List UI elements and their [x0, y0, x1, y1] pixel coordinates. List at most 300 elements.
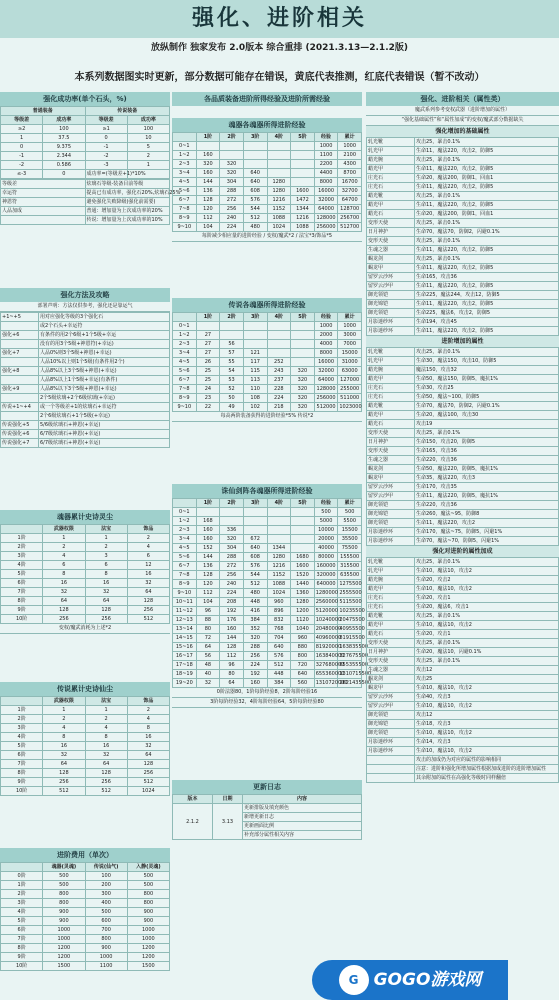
hunqi-cell: 1088: [291, 223, 315, 232]
base-attr-row: [367, 273, 559, 282]
zf-cell: 544: [243, 571, 267, 580]
zf-row: [173, 553, 362, 562]
hunqi-cell: 320: [220, 169, 244, 178]
rate-cell: 成功率=(等级差+1)*10%: [86, 171, 146, 177]
hunqi-cell: 544: [243, 205, 267, 214]
zf-cell: 128: [220, 643, 244, 652]
base-attr-heading: 强化增加的基础属性: [366, 126, 559, 137]
cs-header: 1阶: [196, 313, 220, 322]
zf-cell: 1216: [267, 562, 291, 571]
advance-attr-row: [367, 519, 559, 528]
stone-cell: 5阶: [1, 570, 43, 579]
cost-cell: 700: [85, 926, 127, 935]
stone-row: [1, 534, 170, 543]
legend-cell: 32: [85, 751, 127, 760]
cs-cell: 57: [220, 349, 244, 358]
zf-cell: 1152: [267, 571, 291, 580]
hunqi-header: 5阶: [291, 133, 315, 142]
method-row: [1, 340, 170, 349]
zf-header: 经验: [314, 499, 338, 508]
advance-attr-cell: 变形天使: [367, 429, 415, 438]
zf-cell: 288: [243, 643, 267, 652]
advance-attr-cell: 生命50，魔法220，防御5，魔抗1%: [415, 465, 559, 474]
zhenfa-note-2: 3阶每阶经验32，4阶每阶经验64，5阶每阶经验80: [172, 698, 362, 708]
advance-attr-cell: 魔法150，攻击32: [415, 366, 559, 375]
bonus-attr-cell: 蜡光腕: [367, 576, 415, 585]
zf-cell: 576: [267, 652, 291, 661]
cs-cell: [267, 322, 291, 331]
zf-header: [173, 499, 197, 508]
zf-cell: 1088: [267, 580, 291, 589]
zf-cell: [267, 517, 291, 526]
zf-cell: 640: [291, 670, 315, 679]
cs-cell: 50: [220, 394, 244, 403]
legend-cell: 10阶: [1, 787, 43, 796]
base-attr-cell: 攻击25，暴击0.1%: [415, 237, 559, 246]
bonus-attr-cell: 御光领铠: [367, 711, 415, 720]
cs-cell: 115: [243, 367, 267, 376]
bonus-attr-cell: 蝎龙剑: [367, 675, 415, 684]
cost-cell: 1200: [127, 944, 169, 953]
stone-header: 饰品: [127, 525, 169, 534]
legend-header: [1, 697, 43, 706]
base-attr-row: [367, 309, 559, 318]
hunqi-cell: 16700: [338, 178, 362, 187]
hunqi-cell: 16000: [314, 187, 338, 196]
bonus-attr-cell: 轧光甲: [367, 567, 415, 576]
hunqi-cell: 1088: [267, 214, 291, 223]
base-attr-row: [367, 201, 559, 210]
advance-attr-cell: 蝎龙甲: [367, 474, 415, 483]
rate-note-cell: 炫璃石等级-装备目前等级: [85, 180, 170, 189]
advance-attr-cell: 庄光石: [367, 384, 415, 393]
zf-cell: 1440: [291, 580, 315, 589]
cs-cell: 24: [196, 385, 220, 394]
base-attr-cell: 变形天使: [367, 219, 415, 228]
stone-cell: 128: [127, 597, 169, 606]
advance-attr-cell: 攻击25，暴击0.1%: [415, 348, 559, 357]
cost-cell: 1000: [127, 935, 169, 944]
bonus-attr-cell: 庄光石: [367, 603, 415, 612]
zf-cell: 560: [291, 679, 315, 688]
method-row: [1, 367, 170, 376]
cs-cell: 121: [243, 349, 267, 358]
rate-row: [1, 170, 170, 179]
bonus-attr-cell: [367, 765, 415, 774]
cost-cell: 800: [127, 890, 169, 899]
bonus-attr-row: [367, 594, 559, 603]
zf-cell: 800: [291, 652, 315, 661]
zf-cell: 72: [196, 634, 220, 643]
stone-header: [1, 525, 43, 534]
legend-cell: 16: [85, 742, 127, 751]
bonus-attr-row: [367, 576, 559, 585]
cost-cell: 1阶: [1, 881, 43, 890]
legend-cell: 4: [85, 724, 127, 733]
rate-cell: 0: [1, 143, 43, 152]
cost-cell: 500: [43, 881, 85, 890]
hunqi-cell: [243, 142, 267, 151]
cost-row: [1, 962, 170, 971]
rate-note-cell: 传说：增加量为上次成功率的10%: [85, 216, 170, 225]
legend-row: [1, 778, 170, 787]
legend-cell: 512: [43, 787, 85, 796]
bonus-attr-heading: 强化对进阶的属性加成: [366, 546, 559, 557]
base-attr-cell: 蜡光甲: [367, 165, 415, 174]
legend-header: 武器权限: [43, 697, 85, 706]
cs-cell: 27: [196, 349, 220, 358]
method-cell: [1, 394, 39, 403]
cost-header: 魂器(灵魂): [43, 863, 85, 872]
zf-cell: 81920000: [315, 644, 342, 650]
zf-cell: 160: [196, 526, 220, 535]
zf-cell: 112: [220, 652, 244, 661]
zf-cell: 192: [220, 607, 244, 616]
bonus-attr-cell: 御光锦铠: [367, 720, 415, 729]
hunqi-cell: 1000: [314, 142, 338, 151]
hunqi-row: [173, 214, 362, 223]
cost-cell: 1500: [43, 962, 85, 971]
cost-cell: 800: [127, 899, 169, 908]
cost-cell: 900: [127, 908, 169, 917]
bonus-attr-cell: 生命18，攻击3: [415, 720, 559, 729]
log-item: 补充部分属性相关内容: [243, 831, 362, 840]
zf-cell: 384: [243, 616, 267, 625]
bonus-attr-row: [367, 585, 559, 594]
zf-cell: 40955500: [339, 626, 365, 632]
cs-cell: 243: [267, 367, 291, 376]
zf-cell: 500: [338, 508, 362, 517]
hunqi-cell: 512: [243, 214, 267, 223]
zf-row: [173, 670, 362, 679]
method-cell: 用对应强化等级的3个强化石: [39, 313, 170, 322]
cs-cell: [291, 358, 315, 367]
page-title: 强化、进阶相关: [0, 0, 559, 38]
zf-cell: 17~18: [173, 661, 197, 670]
rate-header: 等级差: [85, 116, 127, 125]
zf-cell: 832: [267, 616, 291, 625]
method-cell: 人品0%则3个5级+神恩(+幸运): [39, 349, 170, 358]
legend-row: [1, 742, 170, 751]
bonus-attr-cell: 生命10，魔法10，攻击2: [415, 729, 559, 738]
bonus-attr-cell: [367, 756, 415, 765]
zhenfa-exp-panel: [172, 484, 372, 764]
legend-cell: 7阶: [1, 760, 43, 769]
legend-cell: 128: [85, 769, 127, 778]
advance-attr-cell: 蜡光石: [367, 420, 415, 429]
bonus-attr-row: [367, 639, 559, 648]
hunqi-cell: [267, 169, 291, 178]
legend-cell: 16: [43, 742, 85, 751]
hunqi-cell: 9~10: [173, 223, 197, 232]
method-row: [1, 331, 170, 340]
bonus-attr-row: [367, 774, 559, 783]
rate-note-cell: 避免强化失败降级(强化前需要): [85, 198, 170, 207]
zf-cell: 640: [267, 643, 291, 652]
zf-cell: 81915500: [339, 635, 365, 641]
cs-cell: 237: [267, 376, 291, 385]
cs-cell: 1000: [314, 322, 338, 331]
rate-cell: 5: [127, 143, 169, 152]
hunqi-cell: 160: [196, 169, 220, 178]
method-cell: [1, 376, 39, 385]
cs-cell: 5~6: [173, 367, 197, 376]
stone-cell: 512: [127, 615, 169, 624]
hunqi-cell: 104: [196, 223, 220, 232]
hunqi-cell: 1280: [267, 178, 291, 187]
cs-header: 3阶: [243, 313, 267, 322]
advance-attr-row: [367, 483, 559, 492]
zf-cell: 352: [243, 625, 267, 634]
cs-cell: 252: [267, 358, 291, 367]
bonus-attr-row: [367, 720, 559, 729]
zf-cell: 655355500: [339, 662, 369, 668]
stone-cell: 128: [85, 606, 127, 615]
bonus-attr-cell: 攻击25，暴击0.1%: [415, 639, 559, 648]
cost-row: [1, 872, 170, 881]
base-attr-cell: 生魂之器: [367, 246, 415, 255]
zf-cell: [267, 526, 291, 535]
zf-cell: 608: [243, 553, 267, 562]
hunqi-cell: 0~1: [173, 142, 197, 151]
rate-cell: 9.375: [43, 143, 85, 152]
attribute-desc-2: “强化基础属性”和“属性加成”的变权/魔武部分数据缺失: [366, 116, 559, 126]
base-attr-cell: 御光领铠: [367, 309, 415, 318]
base-attr-cell: 留罗云沙环: [367, 273, 415, 282]
stone-row: [1, 579, 170, 588]
zf-header: 4阶: [267, 499, 291, 508]
zf-cell: 1024: [267, 589, 291, 598]
bonus-attr-cell: 日月神护: [367, 648, 415, 657]
bonus-attr-cell: [367, 774, 415, 783]
zf-cell: 1120: [291, 616, 315, 625]
rate-cell: 100: [43, 125, 85, 134]
legend-exp-table: [172, 312, 362, 412]
bonus-attr-cell: 轧光靴: [367, 558, 415, 567]
zf-cell: 655360000: [315, 671, 345, 677]
rate-note-row: [1, 180, 170, 189]
method-cell: [1, 322, 39, 331]
zf-cell: 10~11: [173, 598, 197, 607]
base-attr-row: [367, 300, 559, 309]
hunqi-cell: [243, 151, 267, 160]
stone-cell: 256: [127, 606, 169, 615]
bonus-attr-row: [367, 621, 559, 630]
bonus-attr-cell: 生命20，攻击1: [415, 630, 559, 639]
advance-attr-row: [367, 402, 559, 411]
zf-cell: [291, 526, 315, 535]
base-attr-cell: 庄光石: [367, 183, 415, 192]
stone-row: [1, 606, 170, 615]
advance-attr-cell: 生命260，魔法~95，防御8: [415, 510, 559, 519]
bonus-attr-cell: 留罗云沙环: [367, 693, 415, 702]
hunqi-header: 4阶: [267, 133, 291, 142]
cost-row: [1, 917, 170, 926]
method-cell: 传说强化+5: [1, 421, 39, 430]
cs-row: [173, 322, 362, 331]
base-attr-cell: 生命11，魔法220，攻击2，防御5: [415, 246, 559, 255]
hunqi-cell: 128: [196, 196, 220, 205]
zf-cell: [291, 517, 315, 526]
stone-cell: 16: [127, 570, 169, 579]
cs-cell: [196, 322, 220, 331]
rate-note-row: [1, 189, 170, 198]
method-cell: 强化+8: [1, 367, 39, 376]
zf-header: 2阶: [220, 499, 244, 508]
hunqi-row: [173, 178, 362, 187]
attribute-heading: 强化、进阶相关（属性类）: [366, 92, 559, 106]
cost-cell: 800: [85, 935, 127, 944]
zf-cell: 1310715500: [339, 671, 372, 677]
zf-cell: [267, 508, 291, 517]
base-attr-cell: 攻击25，暴击0.1%: [415, 156, 559, 165]
zf-cell: 320: [220, 535, 244, 544]
bonus-attr-cell: 生命20，魔法6，攻击1: [415, 603, 559, 612]
bonus-attr-cell: 蜡光靴: [367, 612, 415, 621]
bonus-attr-cell: 御光领铠: [367, 729, 415, 738]
zhenfa-exp-table: [172, 498, 372, 688]
zf-cell: 576: [243, 562, 267, 571]
stone-cell: 7阶: [1, 588, 43, 597]
cs-cell: [291, 349, 315, 358]
base-attr-row: [367, 138, 559, 147]
bonus-attr-row: [367, 558, 559, 567]
advance-attr-cell: 蜡光腕: [367, 366, 415, 375]
method-cell: +1~+5: [1, 313, 39, 322]
zf-cell: 1310720000: [315, 680, 348, 686]
zf-cell: [243, 526, 267, 535]
zf-row: [173, 589, 362, 598]
hunqi-row: [173, 205, 362, 214]
zf-cell: 192: [243, 670, 267, 679]
zf-cell: 1280: [267, 553, 291, 562]
stone-cell: 3阶: [1, 552, 43, 561]
cost-header: 传说(仙气): [85, 863, 127, 872]
zf-cell: 64: [196, 643, 220, 652]
hunqi-cell: 112: [196, 214, 220, 223]
zf-cell: 40: [196, 670, 220, 679]
stone-cell: 128: [43, 606, 85, 615]
base-attr-cell: 蜡光甲: [367, 201, 415, 210]
cs-header: [173, 313, 197, 322]
advance-attr-row: [367, 366, 559, 375]
zf-cell: 5115500: [339, 599, 362, 605]
cs-cell: 25: [196, 376, 220, 385]
rate-cell: 0: [43, 170, 85, 179]
cs-cell: 110: [243, 385, 267, 394]
hunqi-cell: 4~5: [173, 178, 197, 187]
method-cell: 2个5级炫璃+2个6级炫璃(+幸运): [39, 394, 170, 403]
cs-cell: 15000: [338, 349, 362, 358]
bonus-attr-row: [367, 693, 559, 702]
hunqi-cell: 256700: [338, 214, 362, 223]
base-attr-cell: 攻击25，暴击0.1%: [415, 219, 559, 228]
advance-attr-cell: 御光领铠: [367, 501, 415, 510]
advance-attr-row: [367, 384, 559, 393]
cs-cell: 3000: [338, 331, 362, 340]
zf-cell: [196, 508, 220, 517]
rate-cell: 1: [1, 134, 43, 143]
advance-attr-cell: 生命11，魔法220，攻击2: [415, 519, 559, 528]
legend-cell: 1: [85, 706, 127, 715]
advance-attr-row: [367, 501, 559, 510]
zf-cell: 960: [291, 634, 315, 643]
log-row: [173, 804, 362, 813]
method-row: [1, 394, 170, 403]
cs-cell: 1000: [338, 322, 362, 331]
cs-cell: 228: [267, 385, 291, 394]
stone-row: [1, 561, 170, 570]
hunqi-cell: 256000: [314, 223, 338, 232]
hunqi-cell: 8~9: [173, 214, 197, 223]
hunqi-exp-heading: 魂器各魂器所得进阶经验: [172, 118, 362, 132]
zf-cell: 240: [220, 580, 244, 589]
bonus-attr-row: [367, 729, 559, 738]
cs-cell: 26: [196, 358, 220, 367]
zf-cell: 208: [220, 598, 244, 607]
zhenfa-exp-heading: 诛仙剑阵各魂器所得进阶经验: [172, 484, 362, 498]
cs-cell: 320: [291, 376, 315, 385]
cs-cell: 320: [291, 385, 315, 394]
cs-cell: 511000: [338, 394, 362, 403]
zf-cell: 896: [267, 607, 291, 616]
advance-attr-cell: 蜡光甲: [367, 375, 415, 384]
advance-attr-row: [367, 420, 559, 429]
zf-cell: 14~15: [173, 634, 197, 643]
cost-cell: 900: [85, 944, 127, 953]
zf-cell: 224: [243, 661, 267, 670]
zf-row: [173, 508, 362, 517]
bonus-attr-row: [367, 711, 559, 720]
cs-cell: [220, 322, 244, 331]
zf-cell: 40960000: [315, 635, 342, 641]
bonus-attr-row: [367, 756, 559, 765]
base-attr-cell: 蝎龙甲: [367, 264, 415, 273]
hunqi-cell: 320: [220, 160, 244, 169]
zf-cell: 640000: [314, 580, 338, 589]
legend-cell: 8: [127, 724, 169, 733]
base-attr-cell: 御光领铠: [367, 291, 415, 300]
bonus-attr-row: [367, 666, 559, 675]
logo-text: GOGO游戏网: [373, 969, 482, 990]
stone-cell: 2: [85, 543, 127, 552]
zf-cell: 8~9: [173, 580, 197, 589]
zf-cell: 2~3: [173, 526, 197, 535]
bonus-attr-row: [367, 612, 559, 621]
hunqi-row: [173, 196, 362, 205]
cs-cell: [243, 331, 267, 340]
advance-attr-cell: 蝎龙剑: [367, 465, 415, 474]
cs-cell: 53: [220, 376, 244, 385]
cs-cell: 128000: [314, 385, 338, 394]
legend-cell: 128: [43, 769, 85, 778]
hunqi-cell: 64000: [314, 205, 338, 214]
bonus-attr-row: [367, 675, 559, 684]
zf-cell: 12~13: [173, 616, 197, 625]
zf-row: [173, 661, 362, 670]
cs-row: [173, 340, 362, 349]
legend-cell: 256: [43, 778, 85, 787]
cost-cell: 300: [85, 890, 127, 899]
legend-cell: 6阶: [1, 751, 43, 760]
cs-cell: 102: [243, 403, 267, 412]
cost-cell: 7阶: [1, 935, 43, 944]
bonus-attr-cell: 生命20，攻击1: [415, 594, 559, 603]
zf-cell: 4~5: [173, 544, 197, 553]
zf-cell: 19~20: [173, 679, 197, 688]
cost-cell: 8阶: [1, 944, 43, 953]
method-cell: 人品8%以上1个5级+幸运(有条件): [39, 376, 170, 385]
